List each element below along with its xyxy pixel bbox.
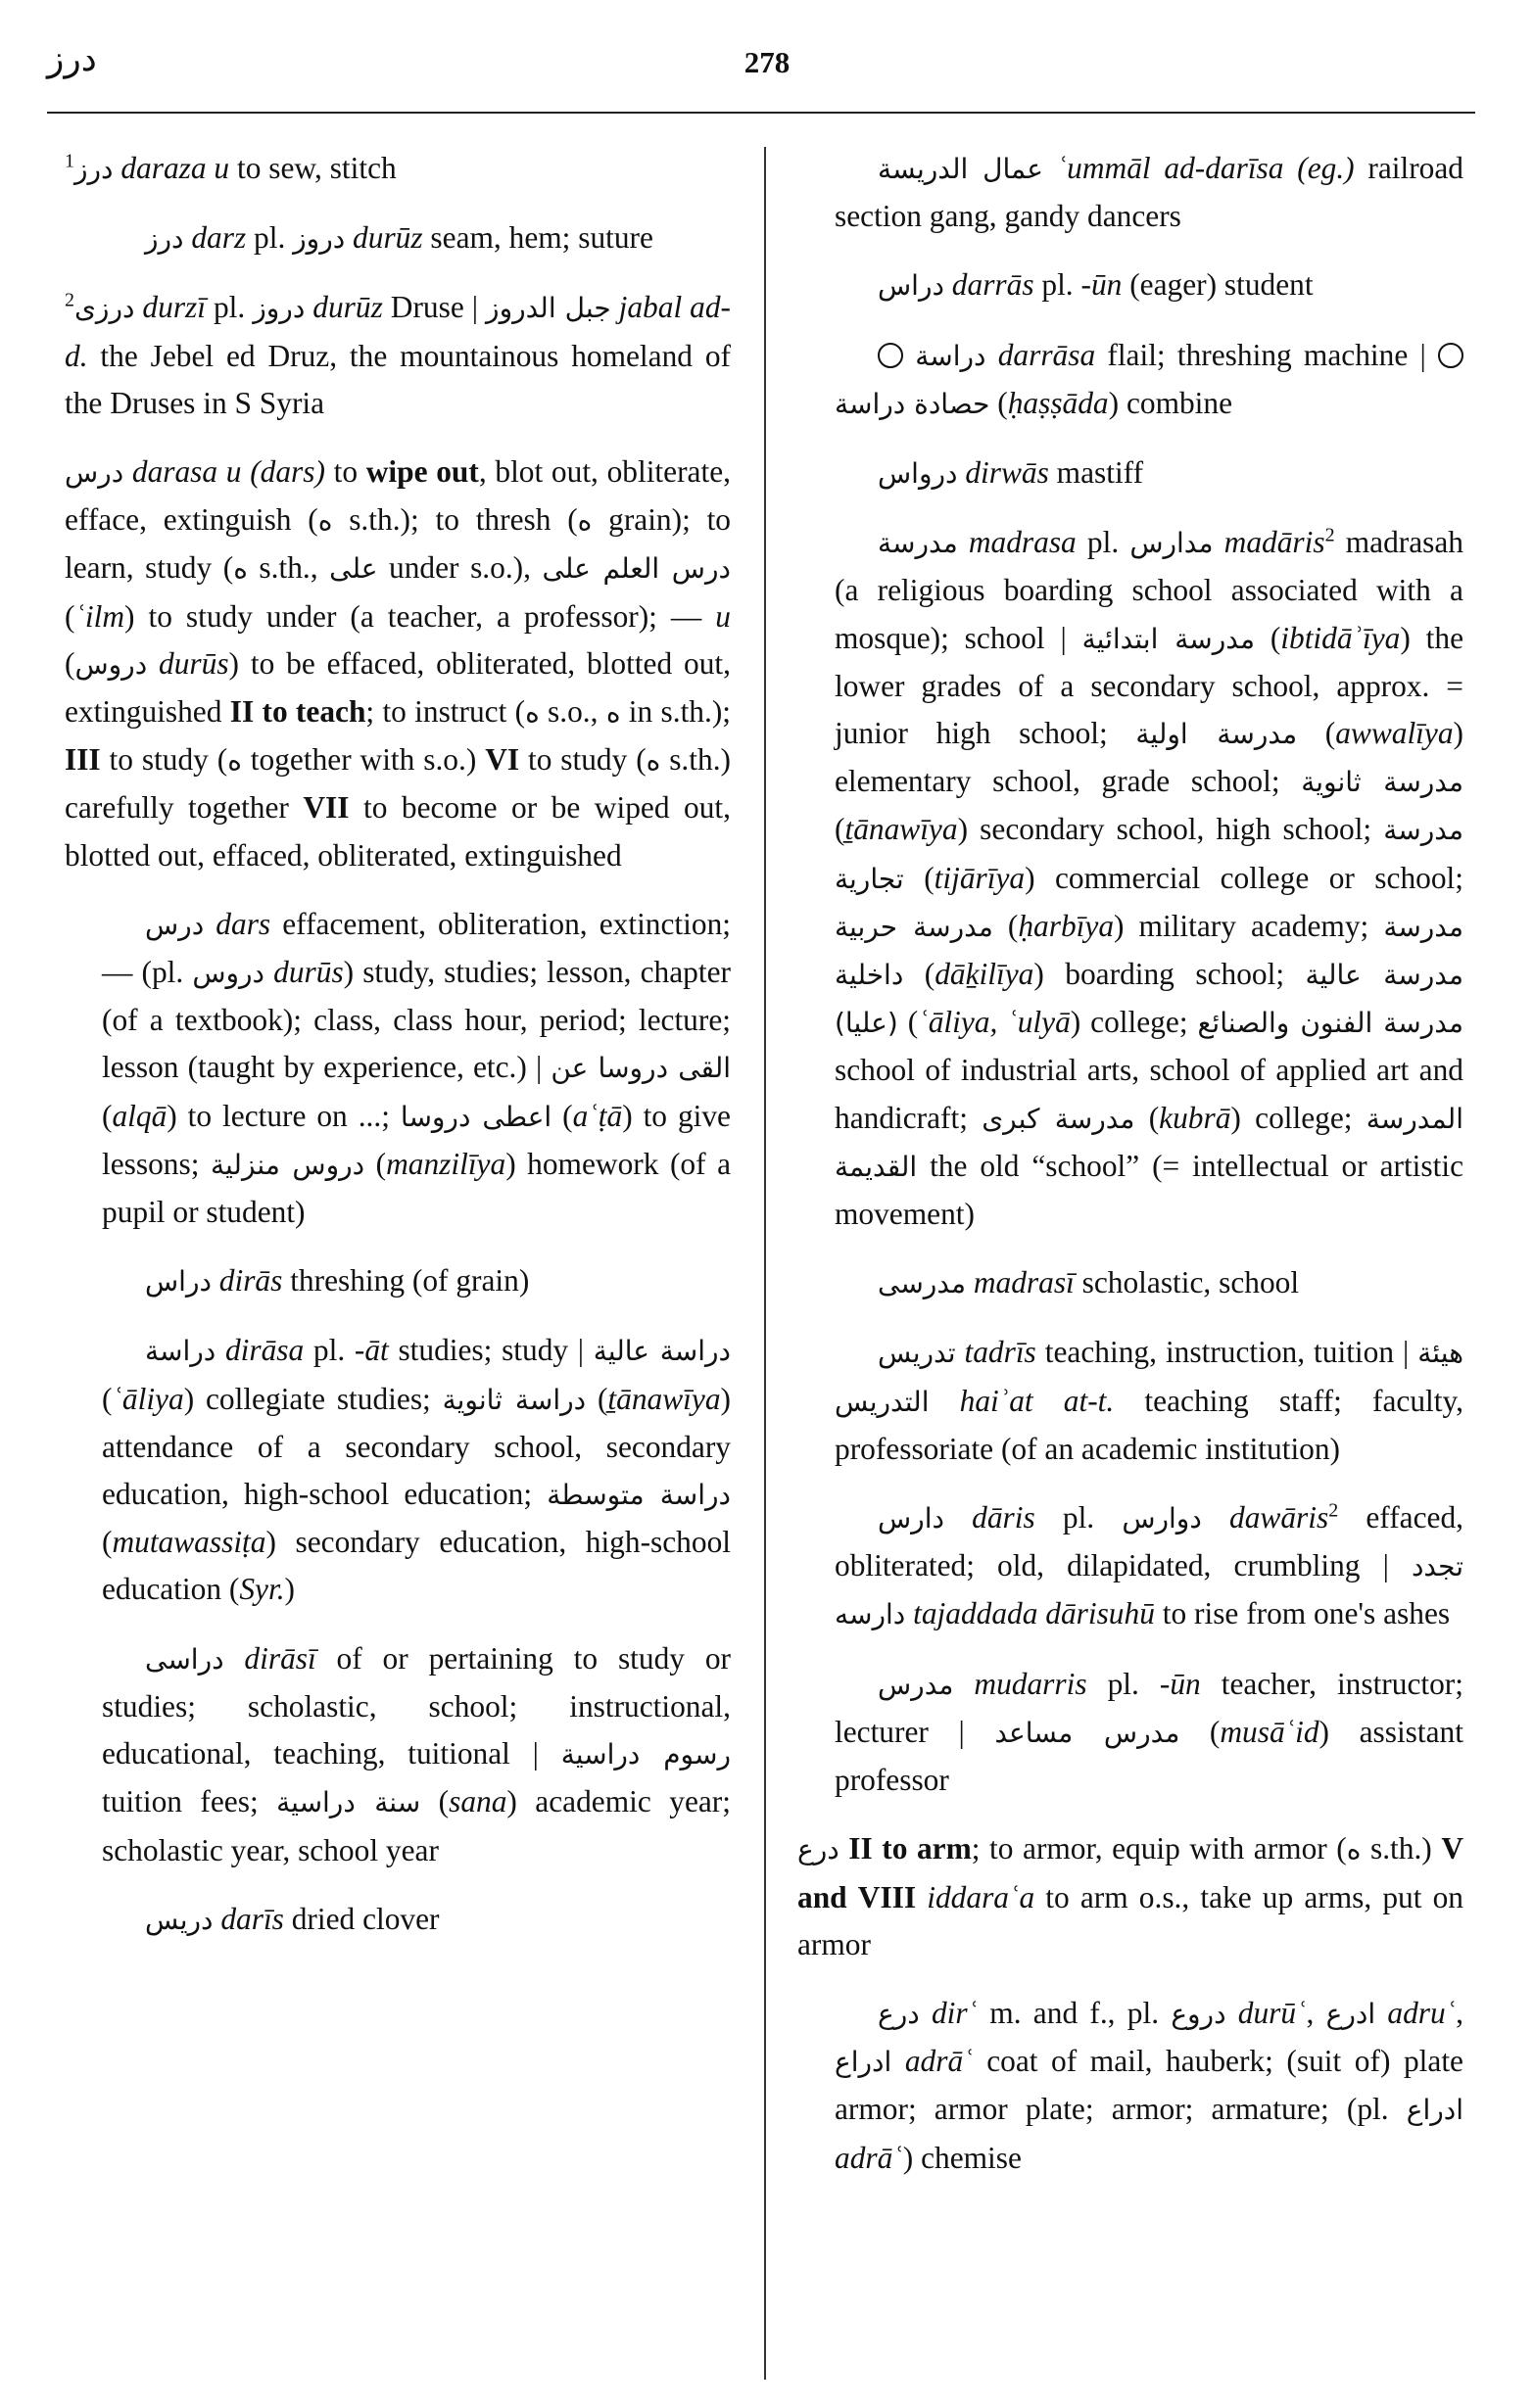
arabic-headword: دروع [1171, 1997, 1226, 2030]
left-column [65, 145, 732, 1965]
column-divider [764, 147, 766, 2380]
definition-text: ( [1297, 716, 1336, 751]
definition-text: ( [102, 1098, 113, 1133]
transliteration: ḥarbīya [1018, 908, 1115, 943]
definition-text: ) chemise [902, 2140, 1022, 2175]
dictionary-entry [102, 901, 731, 1236]
arabic-headword: دراسة [915, 339, 986, 372]
definition-text: ) college; [1070, 1005, 1198, 1040]
transliteration: ibtidāʾīya [1280, 620, 1401, 655]
definition-text [903, 338, 915, 372]
definition-text: to become or be wiped out, blotted out, effaced, obliterated, extinguished [65, 790, 731, 873]
arabic-headword: جبل الدروز [486, 292, 611, 325]
definition-text [905, 1596, 913, 1630]
definition-text: together with s.o.) [241, 742, 486, 778]
arabic-headword: على [329, 552, 378, 586]
arabic-headword: مدرسة تجارية [835, 814, 1463, 895]
arabic-headword: دريس [145, 1903, 214, 1936]
definition-text: school of industrial arts, school of applied art and handicraft; [835, 1053, 1463, 1135]
dictionary-entry [65, 449, 731, 879]
definition-text: pl. [246, 220, 294, 256]
superscript-number: 2 [65, 289, 74, 311]
arabic-headword: ه [317, 504, 333, 538]
arabic-headword: ه [233, 552, 248, 586]
arabic-headword: دراسة عالية [593, 1335, 732, 1368]
arabic-headword: دوارس [1122, 1502, 1202, 1535]
transliteration: tajaddada dārisuhū [913, 1596, 1155, 1631]
bold-text: II [229, 694, 255, 730]
definition-text: dried clover [283, 1901, 440, 1936]
transliteration: dirʿ [919, 1995, 979, 2030]
transliteration: ʿummāl ad-darīsa (eg.) [1056, 151, 1355, 185]
dictionary-entry [835, 332, 1463, 428]
transliteration: ḥaṣṣāda [1007, 385, 1109, 420]
definition-text: madrasah (a religious boarding school associated with a mosque); school | [835, 525, 1464, 655]
definition-text: the old “school” (= intellectual or artistic movement) [835, 1148, 1463, 1232]
definition-text: m. and f., pl. [978, 1995, 1172, 2030]
dictionary-entry [835, 1661, 1463, 1805]
definition-text: teaching, instruction, tuition | [1035, 1335, 1418, 1370]
dictionary-entry [102, 214, 731, 262]
definition-text: ( [897, 1005, 919, 1040]
definition-text: ) the lower grades of a secondary school, approx. = junior high school; [835, 620, 1464, 751]
transliteration: u [715, 598, 731, 634]
bold-text: VI [485, 742, 520, 778]
arabic-headword: دروز [253, 292, 306, 325]
definition-text: under s.o.), [377, 550, 543, 586]
transliteration: darasa u (dars) [123, 454, 325, 490]
transliteration: sana [449, 1784, 507, 1819]
definition-text: ) to study under (a teacher, a professor); — [124, 598, 716, 634]
definition-text: ( [1179, 1714, 1221, 1749]
transliteration: ūn [1170, 1666, 1201, 1701]
arabic-headword: دراسة [145, 1335, 216, 1368]
definition-text: threshing (of grain) [282, 1263, 530, 1298]
arabic-headword: درز [74, 153, 114, 185]
definition-text: s.th., [247, 550, 330, 586]
arabic-headword: اعطى دروسا [400, 1100, 552, 1133]
definition-text [916, 1880, 927, 1914]
definition-text: ( [1254, 620, 1281, 655]
arabic-headword: ادرع [1325, 1997, 1376, 2030]
arabic-headword: دراس [145, 1265, 212, 1298]
definition-text: ; to instruct ( [365, 694, 526, 730]
arabic-headword: دراسى [145, 1642, 224, 1676]
transliteration: dirāsa [216, 1333, 305, 1368]
arabic-headword: دراسة متوسطة [547, 1479, 731, 1512]
transliteration: Syr. [239, 1572, 285, 1607]
transliteration: jabal ad-d. [65, 290, 731, 373]
definition-text: s.th.) carefully together [65, 742, 732, 826]
arabic-headword: درع [878, 1997, 920, 2030]
bold-text: VIII [857, 1879, 917, 1914]
definition-text: ) military academy; [1114, 908, 1384, 943]
definition-text: , [1456, 1995, 1464, 2030]
transliteration: haiʾat at-t. [959, 1383, 1115, 1418]
dictionary-entry [835, 261, 1463, 309]
transliteration: durūs [264, 955, 344, 990]
definition-text: s.th.) [1361, 1831, 1442, 1866]
bold-text: V [1441, 1831, 1463, 1866]
arabic-headword: سنة دراسية [276, 1786, 421, 1819]
definition-text: pl. - [1033, 267, 1091, 303]
dictionary-entry [102, 1896, 731, 1944]
definition-text: to study ( [519, 742, 647, 778]
arabic-headword: مدرسة [878, 527, 958, 560]
definition-text: ( [551, 1098, 573, 1133]
arabic-headword: مدرس [878, 1668, 954, 1701]
transliteration: dāris [943, 1500, 1035, 1535]
definition-text: ) elementary school, grade school; [835, 716, 1463, 799]
transliteration: darrās [943, 267, 1034, 303]
definition-text: ( [65, 598, 75, 634]
definition-text: ) secondary school, high school; [957, 812, 1384, 847]
arabic-headword: درس [65, 456, 124, 490]
definition-text: ( [102, 1525, 113, 1560]
circle-symbol-icon [1438, 343, 1463, 368]
definition-text: ) combine [1108, 385, 1233, 420]
definition-text: to sew, stitch [229, 151, 397, 185]
arabic-headword: ه [646, 744, 661, 778]
transliteration: dirwās [957, 455, 1049, 491]
transliteration: adruʿ [1375, 1995, 1457, 2030]
definition-text: ( [586, 1381, 608, 1416]
bold-text: and [797, 1879, 847, 1914]
dictionary-entry [797, 1825, 1463, 1968]
arabic-headword: مدرسة كبرى [982, 1102, 1135, 1135]
definition-text: teacher, instructor; lecturer | [835, 1666, 1463, 1749]
definition-text: ) secondary education, high-school education ( [102, 1525, 731, 1607]
definition-text: flail; threshing machine | [1095, 337, 1438, 372]
transliteration: madrasa [957, 525, 1077, 560]
definition-text: ) academic year; scholastic year, school year [102, 1784, 731, 1867]
definition-text: mastiff [1048, 455, 1144, 491]
transliteration: durūz [345, 220, 423, 256]
transliteration: alqā [112, 1098, 168, 1133]
definition-text [839, 1831, 849, 1865]
arabic-headword: مدرسة داخلية [835, 910, 1464, 992]
header-rule [47, 112, 1475, 114]
arabic-headword: تدريس [878, 1337, 956, 1370]
dictionary-entry [835, 1259, 1463, 1307]
definition-text: to rise from one's ashes [1154, 1596, 1451, 1631]
definition-text: pl. - [304, 1333, 365, 1368]
arabic-headword: درزى [74, 292, 135, 325]
transliteration: iddaraʿa [927, 1879, 1035, 1914]
dictionary-entry [102, 1635, 731, 1874]
definition-text: pl. [1034, 1500, 1123, 1535]
transliteration: dirāsī [223, 1640, 316, 1676]
definition-text [929, 1384, 959, 1418]
definition-text: ) study, studies; lesson, chapter (of a textbook); class, class hour, period; lecture; lesson (taught by experience, etc.) | [102, 955, 731, 1085]
dictionary-entry [65, 145, 731, 193]
arabic-headword: دروس [74, 647, 148, 681]
transliteration: dawāris [1201, 1500, 1329, 1535]
dictionary-entry [65, 284, 731, 427]
arabic-headword: مدرسة اولية [1135, 718, 1298, 751]
definition-text: ( [989, 385, 1008, 420]
arabic-headword: دروس منزلية [210, 1148, 365, 1181]
arabic-headword: ه [227, 744, 242, 778]
arabic-headword: دروس [192, 957, 265, 990]
arabic-headword: ه [1346, 1833, 1362, 1866]
bold-text: II to arm [848, 1831, 972, 1866]
dictionary-entry [835, 1990, 1463, 2182]
definition-text: ( [102, 1381, 113, 1416]
superscript-number: 1 [65, 150, 74, 172]
transliteration: adrāʿ [891, 2044, 974, 2079]
definition-text: , [1306, 1995, 1326, 2030]
arabic-headword: دارس [878, 1502, 944, 1535]
definition-text: (eager) student [1122, 267, 1314, 303]
definition-text: ) to be effaced, obliterated, blotted out, extinguished [65, 645, 731, 730]
dictionary-entry [835, 449, 1463, 497]
arabic-headword: درواس [878, 457, 958, 491]
definition-text: pl. [205, 290, 254, 325]
definition-text: ( [1134, 1100, 1160, 1135]
arabic-headword: المدرسة القديمة [835, 1102, 1463, 1183]
bold-text: VII [303, 790, 350, 826]
arabic-headword: هيئة التدريس [835, 1337, 1463, 1418]
definition-text: the Jebel ed Druz, the mountainous homeland of the Druses in S Syria [65, 338, 731, 420]
arabic-headword: عمال الدريسة [878, 153, 1043, 185]
definition-text: teaching staff; faculty, professoriate (of an academic institution) [835, 1383, 1463, 1466]
transliteration: darīs [213, 1901, 284, 1936]
definition-text: ( [903, 860, 935, 895]
transliteration: dāḵilīya [935, 957, 1034, 992]
dictionary-entry [835, 1329, 1463, 1473]
transliteration: aʿṭā [572, 1098, 623, 1133]
guide-word: درز [47, 39, 97, 79]
arabic-headword: مدرسة ابتدائية [1081, 622, 1255, 655]
transliteration: manzilīya [386, 1146, 506, 1181]
definition-text: ) [284, 1572, 296, 1607]
transliteration: adrāʿ [835, 2140, 903, 2175]
definition-text: coat of mail, hauberk; (suit of) plate armor; armor plate; armor; armature; (pl. [835, 2044, 1463, 2127]
definition-text: in s.th.); [620, 694, 732, 730]
arabic-headword: دراسة ثانوية [442, 1383, 587, 1416]
transliteration: durūz [305, 290, 383, 325]
arabic-headword: ادراع [1406, 2094, 1463, 2127]
arabic-headword: درع [797, 1833, 839, 1866]
transliteration: darz [183, 220, 247, 256]
bold-text: to teach [262, 694, 366, 730]
definition-text: ( [420, 1784, 450, 1819]
arabic-headword: مدرسة عالية (عليا) [835, 959, 1463, 1040]
definition-text: s.th.); to thresh ( [332, 502, 578, 538]
definition-text: ( [65, 645, 75, 681]
definition-text: seam, hem; suture [422, 220, 653, 256]
arabic-headword: دروز [293, 222, 346, 256]
arabic-headword: درز [145, 222, 184, 256]
circle-symbol-icon [878, 343, 903, 368]
transliteration: mutawassiṭa [112, 1525, 266, 1560]
definition-text: effacement, obliteration, extinction; — (pl. [102, 906, 731, 990]
transliteration: madāris [1213, 525, 1325, 560]
arabic-headword: مدرسى [878, 1267, 967, 1300]
definition-text: ) college; [1230, 1100, 1366, 1135]
arabic-headword: رسوم دراسية [560, 1738, 732, 1771]
dictionary-entry [102, 1257, 731, 1305]
transliteration: musāʿid [1220, 1714, 1319, 1749]
arabic-headword: مدرسة حربية [835, 910, 993, 943]
transliteration: ṯānawīya [607, 1381, 721, 1416]
definition-text: ) attendance of a secondary school, secondary education, high-school education; [102, 1381, 731, 1512]
transliteration: mudarris [953, 1666, 1087, 1701]
definition-text: ) assistant professor [835, 1714, 1463, 1798]
definition-text: ) homework (of a pupil or student) [102, 1146, 732, 1230]
right-column [797, 145, 1464, 2203]
transliteration: ʿāliya, ʿulyā [918, 1005, 1071, 1040]
arabic-headword: ه [605, 696, 621, 730]
definition-text: ) collegiate studies; [183, 1381, 443, 1416]
definition-text: , blot out, obliterate, efface, extinguish ( [65, 454, 731, 538]
transliteration: ʿilm [74, 598, 125, 634]
arabic-headword: مدرسة الفنون والصنائع [1197, 1007, 1463, 1040]
definition-text: ( [903, 957, 935, 992]
transliteration: tijārīya [934, 860, 1026, 895]
transliteration: awwalīya [1335, 716, 1454, 751]
transliteration: durūʿ [1225, 1995, 1307, 2030]
definition-text: grain); to learn, study ( [65, 502, 732, 586]
definition-text: scholastic, school [1074, 1265, 1300, 1300]
dictionary-entry [835, 519, 1463, 1238]
transliteration: madrasī [966, 1265, 1075, 1300]
transliteration: dirās [211, 1263, 283, 1298]
dictionary-entry [835, 1494, 1463, 1639]
definition-text [847, 1880, 858, 1914]
arabic-headword: حصادة دراسة [835, 387, 990, 420]
definition-text: ( [992, 908, 1019, 943]
definition-text: to arm o.s., take up arms, put on armor [797, 1879, 1463, 1961]
arabic-headword: درس [145, 908, 205, 941]
arabic-headword: القى دروسا عن [551, 1052, 732, 1085]
definition-text: ( [835, 812, 845, 847]
arabic-headword: دراس [878, 269, 944, 303]
transliteration: kubrā [1159, 1100, 1231, 1135]
arabic-headword: تجدد دارسه [835, 1550, 1463, 1631]
definition-text: effaced, obliterated; old, dilapidated, crumbling | [835, 1500, 1463, 1583]
definition-text: ) to give lessons; [102, 1098, 731, 1181]
dictionary-entry [102, 1327, 731, 1613]
bold-text: III [65, 742, 101, 778]
definition-text: pl. - [1086, 1666, 1171, 1701]
arabic-headword: ه [525, 696, 540, 730]
arabic-headword: مدرس مساعد [994, 1716, 1180, 1749]
definition-text: to [324, 454, 366, 490]
transliteration: dars [204, 906, 271, 941]
definition-text: to study ( [100, 742, 228, 778]
superscript-number: 2 [1324, 524, 1335, 546]
superscript-number: 2 [1328, 1499, 1339, 1522]
definition-text: ) boarding school; [1033, 957, 1306, 992]
definition-text: ) to lecture on ...; [167, 1098, 401, 1133]
definition-text: studies; study | [388, 1333, 594, 1368]
definition-text: Druse | [382, 290, 487, 325]
definition-text: ) commercial college or school; [1025, 860, 1463, 895]
definition-text: ; to armor, equip with armor ( [971, 1831, 1347, 1866]
dictionary-entry [835, 145, 1463, 240]
transliteration: āt [364, 1333, 389, 1368]
transliteration: ʿāliya [112, 1381, 184, 1416]
definition-text: railroad section gang, gandy dancers [835, 151, 1464, 234]
transliteration: darrāsa [985, 337, 1096, 372]
definition-text: ( [364, 1146, 387, 1181]
transliteration: ūn [1090, 267, 1123, 303]
transliteration: ṯānawīya [844, 812, 958, 847]
transliteration: daraza u [113, 151, 230, 185]
definition-text: tuition fees; [102, 1784, 277, 1819]
arabic-headword: ه [577, 504, 593, 538]
definition-text [1043, 151, 1057, 185]
transliteration: tadrīs [955, 1335, 1036, 1370]
page-number: 278 [743, 45, 791, 79]
transliteration: durūs [147, 645, 229, 681]
bold-text: wipe out [365, 454, 479, 490]
arabic-headword: مدرسة ثانوية [1301, 766, 1463, 799]
arabic-headword: درس العلم على [542, 552, 731, 586]
arabic-headword: مدارس [1129, 527, 1214, 560]
transliteration: durzī [134, 290, 206, 325]
definition-text: of or pertaining to study or studies; scholastic, school; instructional, educational, teaching, tuitional | [102, 1640, 731, 1771]
arabic-headword: ادراع [835, 2046, 892, 2079]
definition-text: pl. [1076, 525, 1130, 560]
definition-text: s.o., [539, 694, 606, 730]
